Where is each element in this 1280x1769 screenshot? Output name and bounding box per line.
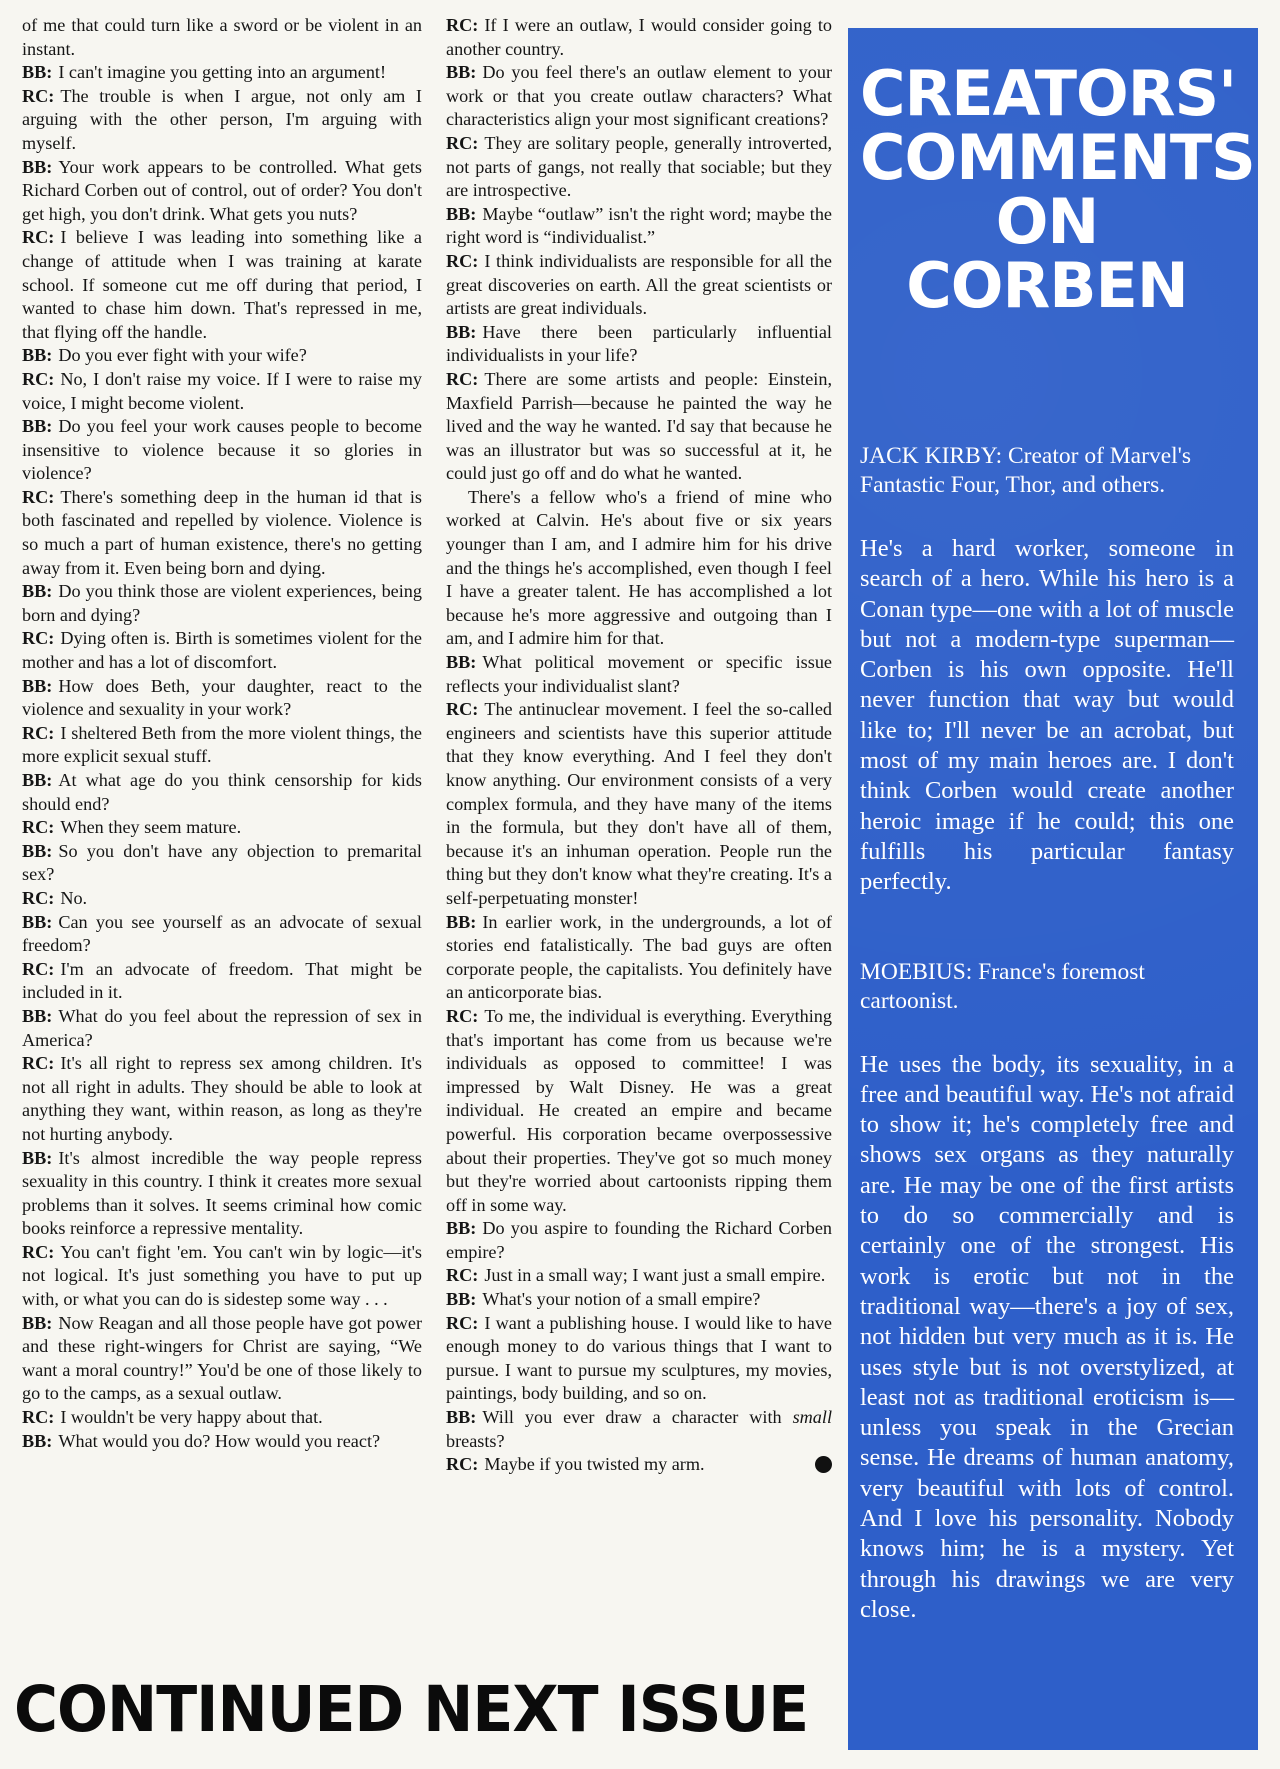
paragraph-text: Have there been particularly influential individualists in your life? bbox=[446, 321, 832, 366]
paragraph-text: I want a publishing house. I would like to have enough money to do various things that I want to pursue. I want to pursue my sculptures, my movies, paintings, body building, and so on. bbox=[446, 1312, 832, 1404]
speaker-label: RC: bbox=[22, 817, 55, 838]
interview-paragraph bbox=[446, 698, 832, 910]
paragraph-text: Do you feel there's an outlaw element to your work or that you create outlaw characters? What characteristics align your most significant creations? bbox=[446, 62, 832, 130]
interview-paragraph bbox=[446, 132, 832, 203]
interview-column-2 bbox=[446, 14, 832, 1477]
speaker-label: RC: bbox=[446, 250, 479, 271]
paragraph-text: Dying often is. Birth is sometimes violent for the mother and has a lot of discomfort. bbox=[22, 628, 422, 673]
interview-paragraph bbox=[22, 1147, 422, 1241]
paragraph-text: Do you think those are violent experiences, being born and dying? bbox=[22, 581, 422, 625]
kirby-label: JACK KIRBY: Creator of Marvel's Fantastic Four, Thor, and others. bbox=[860, 443, 1192, 498]
interview-paragraph bbox=[22, 958, 422, 1005]
interview-paragraph bbox=[22, 415, 422, 486]
interview-paragraph bbox=[446, 911, 832, 1005]
creators-comments-sidebar bbox=[848, 28, 1258, 1750]
paragraph-text: Maybe if you twisted my arm. bbox=[484, 1454, 705, 1475]
interview-paragraph bbox=[22, 61, 422, 85]
interview-paragraph bbox=[22, 722, 422, 769]
speaker-label: BB: bbox=[446, 911, 477, 932]
speaker-label: RC: bbox=[22, 1241, 55, 1262]
interview-paragraph bbox=[22, 675, 422, 722]
speaker-label: BB: bbox=[22, 345, 53, 366]
interview-paragraph bbox=[446, 1288, 832, 1312]
speaker-label: RC: bbox=[446, 15, 479, 35]
speaker-label: BB: bbox=[22, 416, 53, 437]
speaker-label: RC: bbox=[446, 132, 479, 153]
paragraph-text: Maybe “outlaw” isn't the right word; maybe the right word is “individualist.” bbox=[446, 203, 832, 248]
paragraph-text: What do you feel about the repression of sex in America? bbox=[22, 1005, 422, 1050]
interview-paragraph bbox=[22, 1241, 422, 1312]
speaker-label: BB: bbox=[22, 840, 53, 861]
speaker-label: BB: bbox=[446, 203, 477, 224]
paragraph-text: You can't fight 'em. You can't win by logic—it's not logical. It's just something you have to put up with, or what you can do is sidestep some way . . . bbox=[22, 1241, 422, 1310]
paragraph-text: Do you ever fight with your wife? bbox=[58, 345, 307, 366]
interview-paragraph bbox=[446, 368, 832, 486]
interview-paragraph bbox=[22, 368, 422, 415]
paragraph-text: Will you ever draw a character with bbox=[482, 1407, 782, 1428]
sidebar-title-line: ON bbox=[995, 185, 1099, 258]
paragraph-text: They are solitary people, generally introverted, not parts of gangs, not really that sociable; but they are introspective. bbox=[446, 132, 832, 201]
interview-paragraph bbox=[446, 203, 832, 250]
interview-paragraph bbox=[446, 1217, 832, 1264]
speaker-label: RC: bbox=[446, 1005, 479, 1026]
interview-paragraph bbox=[22, 85, 422, 156]
paragraph-text: I believe I was leading into something like a change of attitude when I was training at karate school. If someone cut me off during that period, I wanted to chase him down. That's repressed in me, that flying off the handle. bbox=[22, 227, 422, 342]
speaker-label: BB: bbox=[446, 62, 477, 83]
paragraph-text: In earlier work, in the undergrounds, a lot of stories end fatalistically. The bad guys are often corporate people, the capitalists. You definitely have an anticorporate bias. bbox=[446, 911, 832, 1003]
interview-paragraph bbox=[446, 61, 832, 132]
paragraph-text: What political movement or specific issue reflects your individualist slant? bbox=[446, 652, 832, 696]
speaker-label: BB: bbox=[22, 156, 53, 177]
paragraph-text-end: breasts? bbox=[446, 1430, 505, 1451]
speaker-label: BB: bbox=[446, 1289, 477, 1310]
paragraph-text: I'm an advocate of freedom. That might be included in it. bbox=[22, 958, 422, 1003]
paragraph-text: The trouble is when I argue, not only am I arguing with the other person, I'm arguing with myself. bbox=[22, 85, 422, 153]
paragraph-text: Your work appears to be controlled. What gets Richard Corben out of control, out of order? You don't get high, you don't drink. What gets you nuts? bbox=[22, 156, 422, 224]
paragraph-text: Can you see yourself as an advocate of sexual freedom? bbox=[22, 911, 422, 956]
interview-paragraph bbox=[446, 14, 832, 61]
paragraph-text: To me, the individual is everything. Everything that's important has come from us because we're individuals as opposed to committee! I was impressed by Walt Disney. He was a great individual. He created an empire and became powerful. His corporation became overpossessive about their properties. They've got so much money but they're worried about cartoonists ripping them off in some way. bbox=[446, 1005, 832, 1215]
interview-paragraph bbox=[446, 1005, 832, 1217]
interview-paragraph bbox=[22, 840, 422, 887]
paragraph-text: Now Reagan and all those people have got power and these right-wingers for Christ are saying, “We want a moral country!” You'd be one of those likely to go to the camps, as a sexual outlaw. bbox=[22, 1312, 422, 1404]
interview-paragraph bbox=[22, 911, 422, 958]
interview-paragraph bbox=[22, 887, 422, 911]
speaker-label: BB: bbox=[22, 581, 53, 602]
interview-paragraph bbox=[446, 1312, 832, 1406]
interview-paragraph bbox=[22, 580, 422, 627]
speaker-label: BB: bbox=[22, 1312, 53, 1333]
paragraph-text: When they seem mature. bbox=[60, 817, 242, 838]
paragraph-text: What's your notion of a small empire? bbox=[482, 1289, 761, 1310]
paragraph-text: At what age do you think censorship for kids should end? bbox=[22, 770, 422, 814]
interview-paragraph bbox=[22, 816, 422, 840]
interview-paragraph bbox=[22, 486, 422, 580]
speaker-label: RC: bbox=[22, 486, 55, 507]
paragraph-text: I can't imagine you getting into an argument! bbox=[58, 62, 387, 83]
speaker-label: RC: bbox=[446, 1265, 479, 1286]
interview-paragraph bbox=[22, 1052, 422, 1146]
speaker-label: RC: bbox=[22, 227, 55, 248]
speaker-label: BB: bbox=[22, 911, 53, 932]
speaker-label: RC: bbox=[22, 958, 55, 979]
speaker-label: RC: bbox=[446, 699, 479, 720]
interview-paragraph bbox=[446, 486, 832, 651]
interview-paragraph bbox=[446, 651, 832, 698]
speaker-label: BB: bbox=[22, 1147, 53, 1168]
paragraph-text: What would you do? How would you react? bbox=[58, 1430, 381, 1451]
speaker-label: BB: bbox=[446, 1407, 477, 1428]
kirby-quote: He's a hard worker, someone in search of a hero. While his hero is a Conan type—one with a lot of muscle but not a modern-type superman—Corben is his own opposite. He'll never function that way but would like to; I'll never be an acrobat, but most of my main heroes are. I don't think Corben would create another heroic image if he could; this one fulfills his particular fantasy perfectly. bbox=[860, 535, 1234, 896]
interview-paragraph bbox=[22, 1430, 422, 1454]
paragraph-text: It's all right to repress sex among children. It's not all right in adults. They should be able to look at anything they want, within reason, as long as they're not hurting anybody. bbox=[22, 1053, 422, 1144]
interview-paragraph bbox=[446, 1406, 832, 1453]
italic-text: small bbox=[792, 1407, 833, 1428]
interview-column-1 bbox=[22, 14, 422, 1453]
paragraph-text: There's a fellow who's a friend of mine who worked at Calvin. He's about five or six years younger than I am, and I admire him for his drive and the things he's accomplished, even though I feel I have a greater talent. He has accomplished a lot because he's more aggressive and outgoing than I am, and I admire him for that. bbox=[446, 486, 832, 649]
paragraph-text: I sheltered Beth from the more violent things, the more explicit sexual stuff. bbox=[22, 722, 422, 767]
speaker-label: RC: bbox=[22, 887, 55, 908]
sidebar-title-line: COMMENTS bbox=[860, 121, 1255, 194]
interview-paragraph bbox=[22, 1005, 422, 1052]
interview-paragraph bbox=[22, 1406, 422, 1430]
interview-paragraph bbox=[446, 321, 832, 368]
paragraph-text: I wouldn't be very happy about that. bbox=[60, 1407, 323, 1428]
interview-paragraph bbox=[22, 14, 422, 61]
interview-paragraph bbox=[446, 250, 832, 321]
speaker-label: BB: bbox=[22, 675, 53, 696]
moebius-label: MOEBIUS: France's foremost cartoonist. bbox=[860, 958, 1145, 1014]
paragraph-text: If I were an outlaw, I would consider going to another country. bbox=[446, 15, 832, 59]
paragraph-text: No. bbox=[60, 887, 88, 908]
paragraph-text: No, I don't raise my voice. If I were to raise my voice, I might become violent. bbox=[22, 368, 422, 413]
speaker-label: RC: bbox=[22, 1407, 55, 1428]
paragraph-text: It's almost incredible the way people repress sexuality in this country. I think it creates more sexual problems than it solves. It seems criminal how comic books reinforce a repressive mentality. bbox=[22, 1147, 422, 1239]
speaker-label: BB: bbox=[22, 1005, 53, 1026]
interview-paragraph bbox=[22, 627, 422, 674]
speaker-label: BB: bbox=[446, 1218, 477, 1239]
speaker-label: BB: bbox=[22, 62, 53, 83]
speaker-label: RC: bbox=[446, 1312, 479, 1333]
interview-paragraph bbox=[22, 156, 422, 227]
speaker-label: RC: bbox=[22, 628, 55, 649]
speaker-label: BB: bbox=[22, 1430, 53, 1451]
speaker-label: BB: bbox=[22, 770, 53, 790]
speaker-label: RC: bbox=[446, 368, 479, 389]
speaker-label: RC: bbox=[22, 368, 55, 389]
paragraph-text: The antinuclear movement. I feel the so-called engineers and scientists have this superior attitude that they know everything. And I feel they don't know anything. Our environment consists of a very complex formula, and they have many of the items in the formula, but they don't have all of them, because it's an inhuman operation. People run the thing but they don't know what they're creating. It's a self-perpetuating monster! bbox=[446, 699, 832, 908]
paragraph-text: There are some artists and people: Einstein, Maxfield Parrish—because he painted the way he lived and the way he wanted. I'd say that because he was an illustrator but was so successful at it, he could just go off and do what he wanted. bbox=[446, 368, 832, 484]
interview-paragraph bbox=[22, 344, 422, 368]
continued-banner: CONTINUED NEXT ISSUE bbox=[14, 1673, 809, 1747]
paragraph-text: How does Beth, your daughter, react to the violence and sexuality in your work? bbox=[22, 675, 422, 720]
paragraph-text: of me that could turn like a sword or be violent in an instant. bbox=[22, 15, 422, 59]
paragraph-text: So you don't have any objection to premarital sex? bbox=[22, 840, 422, 885]
speaker-label: RC: bbox=[446, 1454, 479, 1475]
moebius-quote: He uses the body, its sexuality, in a free and beautiful way. He's not afraid to show it; he's completely free and shows sex organs as they naturally are. He may be one of the first artists to do so commercially and is certainly one of the strongest. His work is erotic but not in the traditional way—there's a joy of sex, not hidden but very much as it is. He uses style but is not overstylized, at least not as traditional eroticism is—unless you speak in the Grecian sense. He dreams of human anatomy, very beautiful with lots of control. And I love his personality. Nobody knows him; he is a mystery. Yet through his drawings we are very close. bbox=[860, 1050, 1234, 1623]
sidebar-title bbox=[860, 57, 1255, 322]
paragraph-text: There's something deep in the human id that is both fascinated and repelled by violence. Violence is so much a part of human existence, there's no getting away from it. Even being born and dying. bbox=[22, 486, 422, 578]
speaker-label: BB: bbox=[446, 652, 477, 673]
paragraph-text: Do you aspire to founding the Richard Corben empire? bbox=[446, 1218, 832, 1262]
speaker-label: RC: bbox=[22, 85, 55, 106]
interview-paragraph bbox=[446, 1264, 832, 1288]
speaker-label: RC: bbox=[22, 1053, 55, 1074]
interview-paragraph bbox=[22, 1312, 422, 1406]
interview-paragraph bbox=[22, 769, 422, 816]
speaker-label: BB: bbox=[446, 321, 477, 342]
speaker-label: RC: bbox=[22, 722, 55, 743]
paragraph-text: I think individualists are responsible for all the great discoveries on earth. All the great scientists or artists are great individuals. bbox=[446, 250, 832, 319]
paragraph-text: Just in a small way; I want just a small empire. bbox=[484, 1265, 826, 1286]
sidebar-title-line: CORBEN bbox=[906, 249, 1188, 322]
interview-paragraph bbox=[446, 1453, 832, 1477]
paragraph-text: Do you feel your work causes people to become insensitive to violence because it so glories in violence? bbox=[22, 416, 422, 484]
interview-paragraph bbox=[22, 226, 422, 344]
end-of-article-mark-icon bbox=[815, 1456, 832, 1473]
sidebar-title-line: CREATORS' bbox=[860, 57, 1237, 130]
